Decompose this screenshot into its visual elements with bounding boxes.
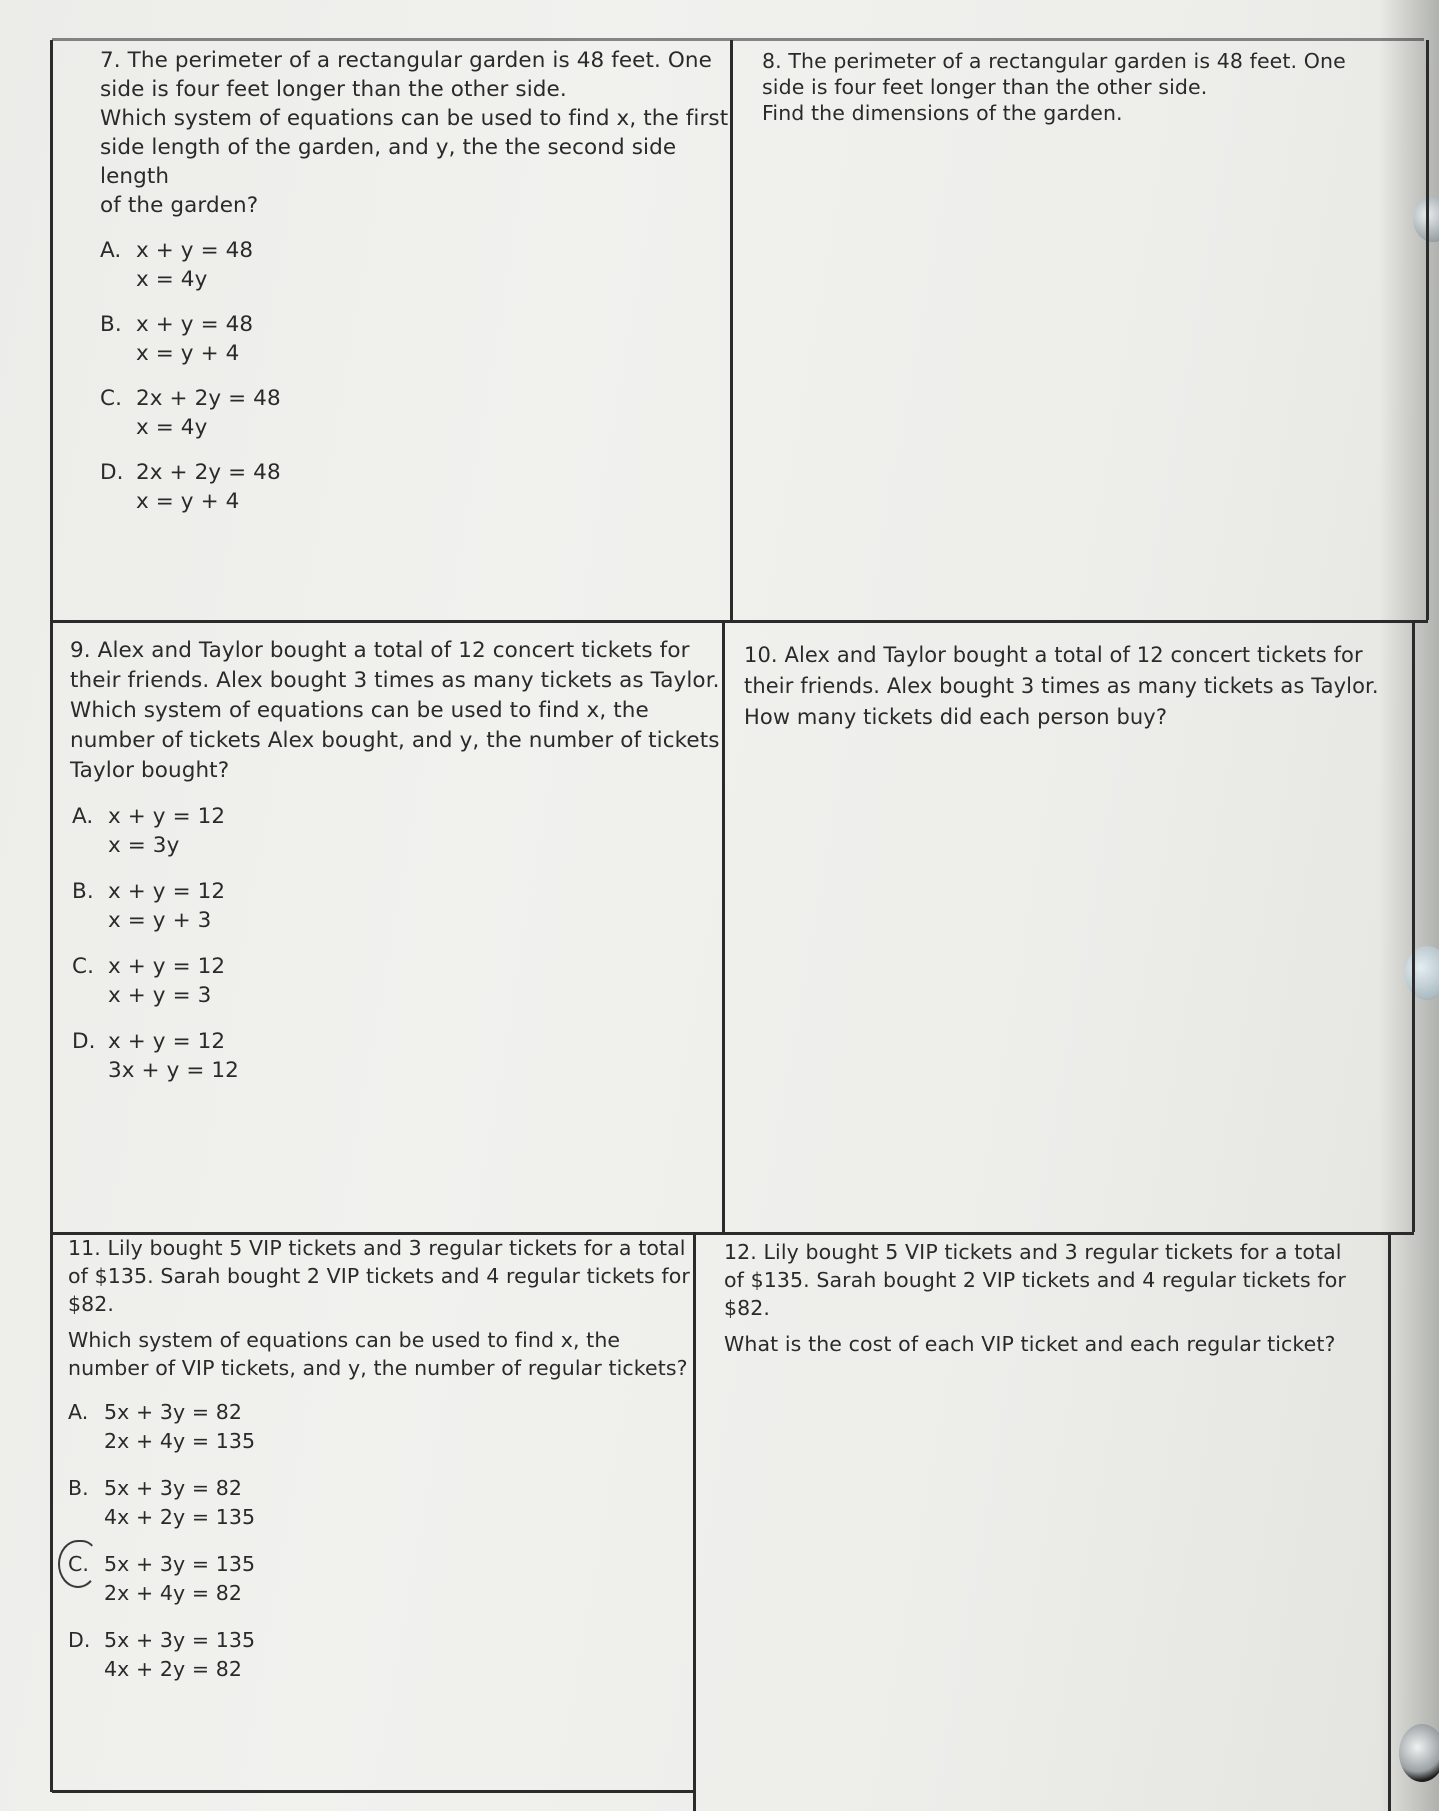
question-11 <box>68 1234 693 1684</box>
equation: 5x + 3y = 135 <box>104 1552 256 1576</box>
q8-line-2: side is four feet longer than the other side. <box>762 75 1208 99</box>
choice-letter: C. <box>100 386 123 411</box>
right-border-bottom <box>1388 1232 1391 1811</box>
q9-line-2: their friends. Alex bought 3 times as many tickets as Taylor. <box>70 668 720 693</box>
equation: 2x + 4y = 82 <box>104 1581 243 1605</box>
row-divider-1 <box>52 620 1428 623</box>
equation: x = y + 3 <box>108 908 212 933</box>
equation: 5x + 3y = 135 <box>104 1628 256 1652</box>
choice-letter: B. <box>100 312 122 337</box>
q9-choice-c[interactable] <box>72 952 720 1010</box>
equation: x + y = 12 <box>108 879 226 904</box>
q11-choice-a[interactable] <box>68 1398 693 1456</box>
equation: 5x + 3y = 82 <box>104 1476 243 1500</box>
left-border <box>50 40 53 1792</box>
center-divider-top <box>730 40 733 620</box>
q10-line-3: How many tickets did each person buy? <box>744 705 1168 729</box>
q9-line-1: 9. Alex and Taylor bought a total of 12 concert tickets for <box>70 638 690 663</box>
choice-letter: D. <box>100 460 124 485</box>
q9-choice-d[interactable] <box>72 1027 720 1085</box>
question-9 <box>70 636 720 1085</box>
q11-choice-d[interactable] <box>68 1626 693 1684</box>
equation: x = y + 4 <box>136 341 240 366</box>
q9-choice-b[interactable] <box>72 877 720 935</box>
equation: 5x + 3y = 82 <box>104 1400 243 1424</box>
q9-choices <box>72 802 720 1085</box>
q12-line-1: 12. Lily bought 5 VIP tickets and 3 regular tickets for a total <box>724 1240 1342 1264</box>
equation: x + y = 12 <box>108 1029 226 1054</box>
top-border <box>52 38 1424 41</box>
q11-line-4: Which system of equations can be used to find x, the <box>68 1328 621 1352</box>
q11-choice-c[interactable] <box>68 1550 693 1608</box>
q9-line-5: Taylor bought? <box>70 758 230 783</box>
q11-choices <box>68 1398 693 1684</box>
q12-line-3: $82. <box>724 1296 771 1320</box>
q7-line-4: side length of the garden, and y, the the second side length <box>100 135 677 189</box>
q11-line-5: number of VIP tickets, and y, the number of regular tickets? <box>68 1356 688 1380</box>
equation: 3x + y = 12 <box>108 1058 239 1083</box>
choice-letter: A. <box>100 238 122 263</box>
center-divider-middle <box>722 620 725 1232</box>
q11-line-1: 11. Lily bought 5 VIP tickets and 3 regular tickets for a total <box>68 1236 686 1260</box>
binder-ring-bottom <box>1399 1724 1439 1782</box>
equation: 4x + 2y = 82 <box>104 1657 243 1681</box>
center-divider-bottom <box>693 1232 696 1811</box>
selected-answer-circle-mark <box>58 1540 98 1588</box>
choice-letter: D. <box>72 1029 96 1054</box>
equation: x + y = 48 <box>136 312 254 337</box>
equation: x = y + 4 <box>136 489 240 514</box>
q9-line-3: Which system of equations can be used to find x, the <box>70 698 649 723</box>
equation: 2x + 2y = 48 <box>136 386 281 411</box>
equation: x = 3y <box>108 833 180 858</box>
q12-line-4: What is the cost of each VIP ticket and each regular ticket? <box>724 1332 1336 1356</box>
q7-choices <box>100 236 730 516</box>
choice-letter: D. <box>68 1628 91 1652</box>
q7-choice-b[interactable] <box>100 310 730 368</box>
q7-choice-d[interactable] <box>100 458 730 516</box>
q7-line-2: side is four feet longer than the other side. <box>100 77 567 102</box>
q7-line-1: 7. The perimeter of a rectangular garden is 48 feet. One <box>100 48 712 73</box>
q9-line-4: number of tickets Alex bought, and y, the number of tickets <box>70 728 720 753</box>
equation: x + y = 12 <box>108 954 226 979</box>
q11-line-2: of $135. Sarah bought 2 VIP tickets and 4 regular tickets for <box>68 1264 690 1288</box>
q10-line-1: 10. Alex and Taylor bought a total of 12 concert tickets for <box>744 643 1363 667</box>
q7-line-3: Which system of equations can be used to find x, the first <box>100 106 729 131</box>
equation: x = 4y <box>136 415 208 440</box>
equation: x + y = 48 <box>136 238 254 263</box>
choice-letter: A. <box>68 1400 89 1424</box>
q11-line-3: $82. <box>68 1292 115 1316</box>
bottom-border <box>52 1790 694 1793</box>
choice-letter: C. <box>72 954 95 979</box>
question-7 <box>100 46 730 516</box>
q7-choice-c[interactable] <box>100 384 730 442</box>
equation: x = 4y <box>136 267 208 292</box>
q11-choice-b[interactable] <box>68 1474 693 1532</box>
equation: 2x + 4y = 135 <box>104 1429 256 1453</box>
question-8 <box>762 48 1422 126</box>
choice-letter: B. <box>68 1476 89 1500</box>
q7-choice-a[interactable] <box>100 236 730 294</box>
question-10 <box>744 640 1424 733</box>
q10-answer-area[interactable] <box>726 740 1410 1230</box>
q8-answer-area[interactable] <box>734 140 1424 618</box>
equation: 2x + 2y = 48 <box>136 460 281 485</box>
choice-letter: A. <box>72 804 94 829</box>
equation: x + y = 12 <box>108 804 226 829</box>
q12-line-2: of $135. Sarah bought 2 VIP tickets and 4 regular tickets for <box>724 1268 1346 1292</box>
choice-letter: B. <box>72 879 94 904</box>
q9-choice-a[interactable] <box>72 802 720 860</box>
q7-line-5: of the garden? <box>100 193 259 218</box>
q8-line-3: Find the dimensions of the garden. <box>762 101 1123 125</box>
right-border-top <box>1426 40 1429 620</box>
equation: x + y = 3 <box>108 983 212 1008</box>
q10-line-2: their friends. Alex bought 3 times as many tickets as Taylor. <box>744 674 1379 698</box>
equation: 4x + 2y = 135 <box>104 1505 256 1529</box>
q12-answer-area[interactable] <box>697 1380 1387 1790</box>
question-12 <box>724 1238 1388 1358</box>
choice-letter: C. <box>68 1552 90 1576</box>
q8-line-1: 8. The perimeter of a rectangular garden is 48 feet. One <box>762 49 1346 73</box>
